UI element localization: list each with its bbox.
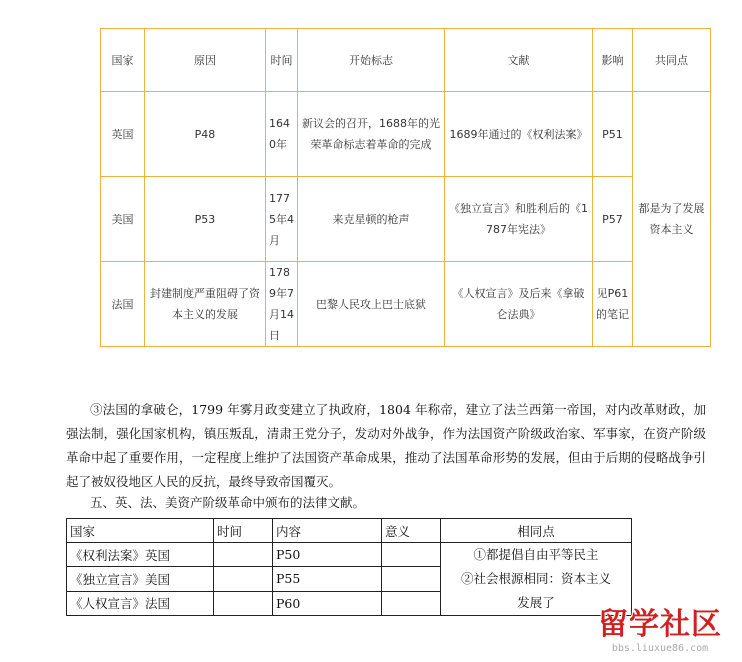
header-cause: 原因 [145,29,266,92]
meaning-cell [382,543,441,567]
cause-cell: P53 [145,177,266,262]
legal-documents-table [66,518,632,616]
common-line-3: 发展了 [517,595,555,610]
content-cell: P50 [273,543,382,567]
country-cell: 美国 [101,177,145,262]
common-cell [441,543,632,616]
content-cell: P55 [273,567,382,591]
watermark-url: bbs.liuxue86.com [611,643,709,654]
table-row [101,262,711,347]
header-time: 时间 [266,29,298,92]
country-cell: 《独立宣言》美国 [67,567,214,591]
header-meaning: 意义 [382,519,441,543]
start-cell: 来克星顿的枪声 [298,177,445,262]
watermark-logo: 留学社区 [598,607,722,642]
table-header-row [101,29,711,92]
cause-cell: P48 [145,92,266,177]
time-cell [214,543,273,567]
common-line-2: ②社会根源相同：资本主义 [460,571,611,586]
header-content: 内容 [273,519,382,543]
header-country: 国家 [101,29,145,92]
country-cell: 《权利法案》英国 [67,543,214,567]
time-cell [214,567,273,591]
common-line-1: ①都提倡自由平等民主 [473,547,599,562]
time-cell: 1775年4月 [266,177,298,262]
content-cell: P60 [273,591,382,615]
country-cell: 法国 [101,262,145,347]
time-cell: 1640年 [266,92,298,177]
revolution-comparison-table [100,28,711,347]
table-row [101,92,711,177]
header-document: 文献 [445,29,593,92]
impact-cell: P51 [593,92,633,177]
cause-cell: 封建制度严重阻碍了资本主义的发展 [145,262,266,347]
napoleon-paragraph: ③法国的拿破仑，1799 年雾月政变建立了执政府，1804 年称帝，建立了法兰西第一帝国，对内改革财政，加强法制，强化国家机构，镇压叛乱，清肃王党分子，发动对外战争，作为法国资产阶级政治家、军事家，在资产阶级革命中起了重要作用，一定程度上维护了法国资产革命成果，推动了法国革命形势的发展，但由于后期的侵略战争引起了被奴役地区人民的反抗，最终导致帝国覆灭。 [66,402,706,489]
time-cell: 1789年7月14日 [266,262,298,347]
table-row [67,543,632,567]
header-time: 时间 [214,519,273,543]
header-start: 开始标志 [298,29,445,92]
meaning-cell [382,591,441,615]
country-cell: 英国 [101,92,145,177]
country-cell: 《人权宣言》法国 [67,591,214,615]
document-cell: 《人权宣言》及后来《拿破仑法典》 [445,262,593,347]
table-header-row [67,519,632,543]
impact-cell: P57 [593,177,633,262]
table-row [101,177,711,262]
header-impact: 影响 [593,29,633,92]
impact-cell: 见P61的笔记 [593,262,633,347]
common-cell: 都是为了发展资本主义 [633,92,711,347]
document-cell: 1689年通过的《权利法案》 [445,92,593,177]
meaning-cell [382,567,441,591]
document-cell: 《独立宣言》和胜利后的《1787年宪法》 [445,177,593,262]
header-common: 共同点 [633,29,711,92]
time-cell [214,591,273,615]
start-cell: 新议会的召开，1688年的光荣革命标志着革命的完成 [298,92,445,177]
header-common: 相同点 [441,519,632,543]
section-title: 五、英、法、美资产阶级革命中颁布的法律文献。 [90,495,366,510]
start-cell: 巴黎人民攻上巴士底狱 [298,262,445,347]
header-country: 国家 [67,519,214,543]
